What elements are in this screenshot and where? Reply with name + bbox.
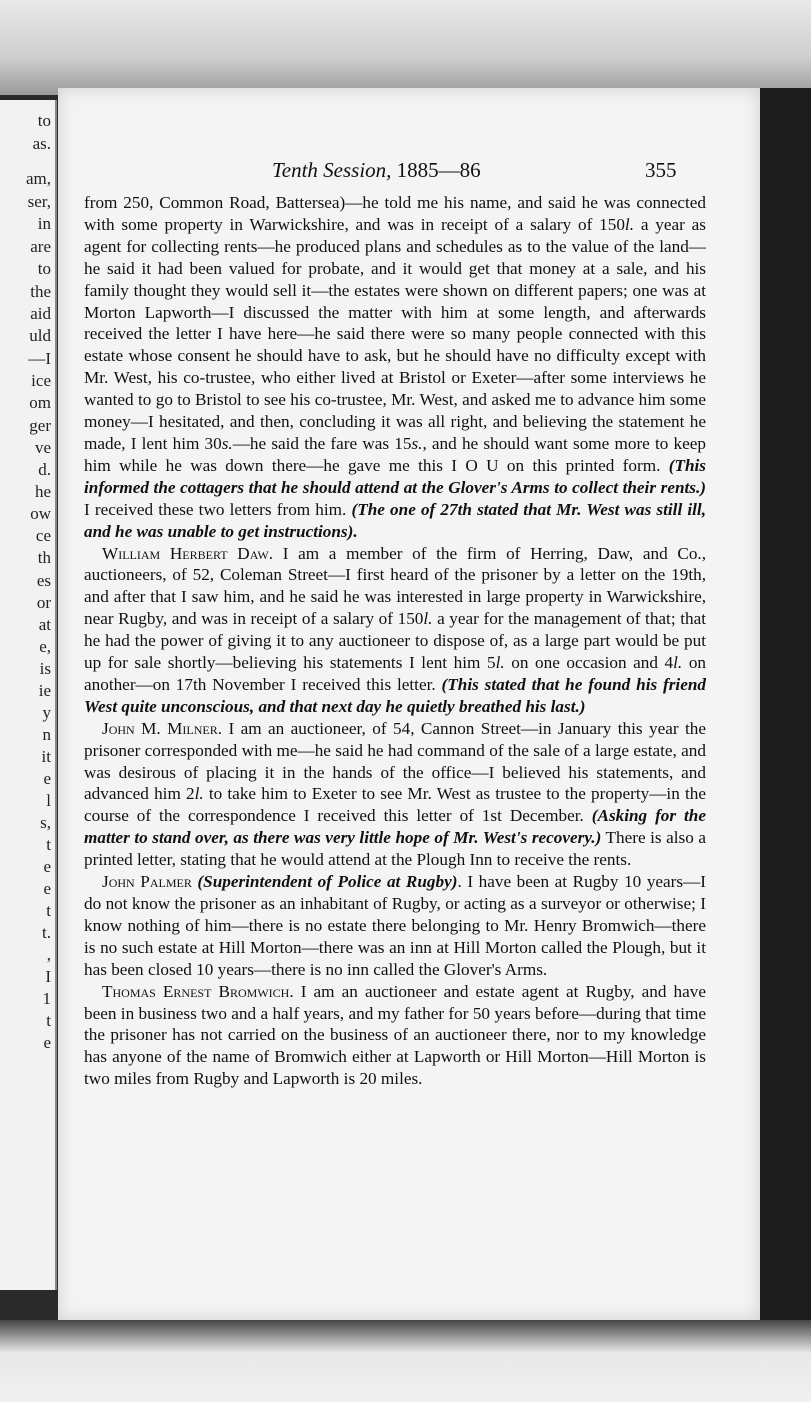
text-run: l. bbox=[495, 653, 505, 673]
scan-bottom-margin bbox=[0, 1320, 811, 1402]
text-run: , and he should want some more to keep him while he was down there—he gave me this I O U on this printed form. bbox=[84, 433, 706, 475]
facing-page-fragment: th bbox=[37, 548, 51, 567]
book-page bbox=[58, 88, 760, 1320]
text-run: a year for the management of that; that he had the power of giving it to any auctioneer to dispose of, as a large part would be put up for sale shortly—believing his statements I lent him 5 bbox=[84, 609, 706, 673]
facing-page-fragment: t. bbox=[42, 923, 51, 942]
facing-page-fragment: ve bbox=[34, 438, 51, 457]
paragraph-p3 bbox=[84, 718, 706, 871]
text-run: from 250, Common Road, Battersea)—he told me his name, and said he was connected with some property in Warwickshire, and was in receipt of a salary of 150 bbox=[84, 193, 706, 234]
facing-page-fragment: om bbox=[29, 393, 51, 412]
facing-page-fragment: t bbox=[46, 835, 51, 854]
body-text bbox=[84, 192, 706, 1090]
facing-page-fragment: the bbox=[30, 282, 51, 301]
facing-page-fragment: e bbox=[43, 857, 51, 876]
witness-name: John M. Milner. bbox=[102, 718, 223, 738]
italic-note: (Asking for the matter to stand over, as there was very little hope of Mr. West's recovery.) bbox=[84, 806, 706, 848]
facing-page-fragment: uld bbox=[29, 326, 51, 345]
facing-page-fragment: es bbox=[36, 571, 51, 590]
facing-page-fragment: e bbox=[43, 769, 51, 788]
paragraph-p2 bbox=[84, 543, 706, 718]
witness-name: William Herbert Daw. bbox=[102, 543, 274, 563]
facing-page-fragment: he bbox=[34, 482, 51, 501]
facing-page-fragment: or bbox=[36, 593, 51, 612]
text-run: —he said the fare was 15 bbox=[232, 433, 412, 453]
facing-page-fragment: t bbox=[46, 1011, 51, 1030]
facing-page-fragment: t bbox=[46, 901, 51, 920]
facing-page-fragment: to bbox=[37, 259, 51, 278]
text-run: I am an auctioneer, of 54, Cannon Street—in January this year the prisoner corresponded with me—he said he had command of the sale of a large estate, and was desirous of placing it in the hands of the office—I believed his statements, and advanced him 2 bbox=[84, 718, 707, 804]
page-number: 355 bbox=[645, 158, 677, 182]
facing-page-fragment: aid bbox=[30, 304, 51, 323]
facing-page-fragment: at bbox=[38, 615, 51, 634]
facing-page-fragment: ser, bbox=[27, 192, 51, 211]
running-head-years: 1885—86 bbox=[396, 158, 481, 182]
italic-note: (Superintendent of Police at Rugby) bbox=[197, 872, 458, 892]
text-run: l. bbox=[423, 609, 433, 629]
facing-page-fragment: to bbox=[37, 111, 51, 130]
facing-page-fragment: ger bbox=[29, 416, 51, 435]
facing-page-fragment: e bbox=[43, 879, 51, 898]
text-run: s. bbox=[411, 433, 423, 453]
text-run: I am an auctioneer and estate agent at Rugby, and have been in business two and a half years, and my father for 50 years before—during that time the prisoner has not carried on the business of an auctioneer there, nor to my knowledge has anyone of the name of Bromwich either at Lapworth or Hill Morton—Hill Morton is two miles from Rugby and Lapworth is 20 miles. bbox=[84, 981, 707, 1089]
witness-name: John Palmer bbox=[102, 872, 192, 892]
italic-note: (This informed the cottagers that he should attend at the Glover's Arms to collect their rents.) bbox=[84, 455, 706, 497]
facing-page-fragment: is bbox=[39, 659, 51, 678]
paragraph-p4 bbox=[84, 871, 706, 981]
facing-page-fragment: it bbox=[41, 747, 51, 766]
scan-top-margin bbox=[0, 0, 811, 95]
running-head-session: Tenth Session, bbox=[272, 158, 392, 182]
text-run: on one occasion and 4 bbox=[504, 653, 674, 673]
facing-page-fragment: am, bbox=[25, 169, 51, 188]
facing-page-fragment: s, bbox=[40, 813, 51, 832]
text-run: l. bbox=[673, 653, 683, 673]
facing-page-fragment: ow bbox=[30, 504, 51, 523]
facing-page-fragment: I bbox=[45, 967, 51, 986]
facing-page-fragment: ie bbox=[38, 681, 51, 700]
paragraph-p5 bbox=[84, 981, 706, 1091]
facing-page-fragment: n bbox=[42, 725, 51, 744]
facing-page-fragment: e bbox=[43, 1033, 51, 1052]
text-run: l. bbox=[624, 214, 634, 234]
text-run: There is also a printed letter, stating that he would attend at the Plough Inn to receive the rents. bbox=[84, 828, 706, 870]
running-head bbox=[272, 158, 481, 183]
witness-name: Thomas Ernest Bromwich. bbox=[102, 981, 294, 1001]
text-run: l. bbox=[194, 784, 204, 804]
text-run: I am a member of the firm of Herring, Daw, and Co., auctioneers, of 52, Coleman Street—I first heard of the prisoner by a letter on the 19th, and after that I saw him, and he said he was interested in large property in Warwickshire, near Rugby, and was in receipt of a salary of 150 bbox=[84, 543, 707, 629]
text-run: a year as agent for collecting rents—he produced plans and schedules as to the value of the land—he said it had been valued for probate, and it would get that money at a sale, and his family thought they would sell it—the estates were shown on different papers; one was at Morton Lapworth—I discussed the matter with him at some length, and afterwards received the letter I have here—he said there were so many people connected with this estate whose consent he should have to ask, but he should have no difficulty except with Mr. West, his co-trustee, who either lived at Bristol or Exeter—after some interviews he wanted to go to Bristol to see his co-trustee, Mr. West, and asked me to advance him some money—I hesitated, and then, concluding it was all right, and believing the statement he made, I lent him 30 bbox=[84, 214, 706, 453]
italic-note: (This stated that he found his friend West quite unconscious, and that next day he quietly breathed his last.) bbox=[84, 674, 706, 716]
book-edge-shadow bbox=[758, 88, 811, 1328]
paragraph-p1 bbox=[84, 192, 706, 543]
italic-note: (The one of 27th stated that Mr. West was still ill, and he was unable to get instructions). bbox=[84, 499, 706, 541]
facing-page-fragment: 1 bbox=[42, 989, 51, 1008]
facing-page-fragment: y bbox=[42, 703, 51, 722]
text-run: on another—on 17th November I received this letter. bbox=[84, 653, 707, 694]
facing-page-fragment: ice bbox=[31, 371, 51, 390]
text-run: to take him to Exeter to see Mr. West as trustee to the property—in the course of the correspondence I received this letter of 1st December. bbox=[84, 784, 706, 826]
facing-page-edge bbox=[0, 100, 57, 1290]
facing-page-fragment: d. bbox=[38, 460, 51, 479]
text-run: s. bbox=[221, 433, 233, 453]
facing-page-fragment: are bbox=[30, 237, 51, 256]
facing-page-fragment: l bbox=[46, 791, 51, 810]
text-run: I received these two letters from him. bbox=[84, 499, 352, 519]
facing-page-fragment: in bbox=[37, 214, 51, 233]
facing-page-fragment: e, bbox=[39, 637, 51, 656]
text-run: . I have been at Rugby 10 years—I do not know the prisoner as an inhabitant of Rugby, or acting as a surveyor or otherwise; I know nothing of him—there is no estate there belonging to Mr. Henry Bromwich—there is no such estate at Hill Morton—there was an inn at Hill Morton called the Plough, but it has been closed 10 years—there is no inn called the Glover's Arms. bbox=[84, 872, 707, 979]
facing-page-fragment: —I bbox=[28, 349, 51, 368]
page-header bbox=[58, 158, 760, 188]
facing-page-fragment: ce bbox=[35, 526, 51, 545]
facing-page-fragment: as. bbox=[32, 134, 51, 153]
facing-page-fragment: , bbox=[46, 945, 51, 964]
